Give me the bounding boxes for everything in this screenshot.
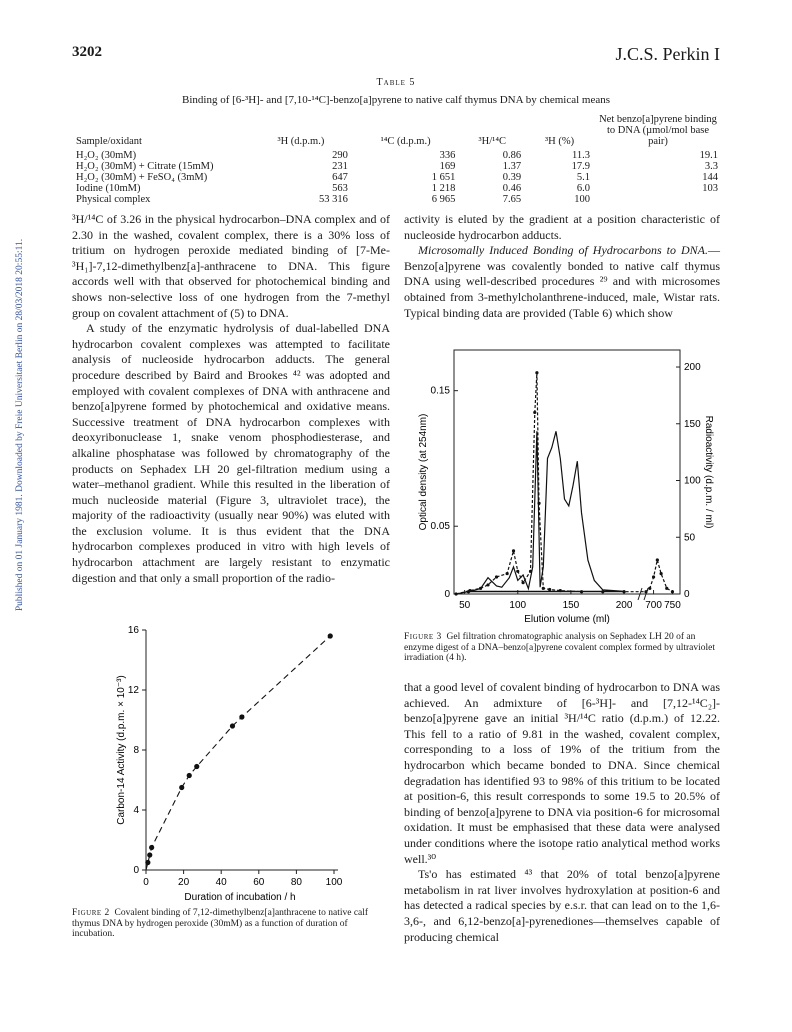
table-cell: 0.86 [502, 150, 522, 161]
table-cell: 5.1 [576, 172, 590, 183]
radioactivity-point [548, 588, 551, 591]
radioactivity-point [601, 590, 604, 593]
radioactivity-point [665, 587, 668, 590]
radioactivity-point [580, 590, 583, 593]
table-cell: 144 [702, 172, 718, 183]
radioactivity-point [542, 587, 545, 590]
table-cell: 1.37 [502, 161, 522, 172]
table-cell: 100 [574, 194, 590, 205]
radioactivity-point [533, 411, 536, 414]
table-cell: 11.3 [572, 150, 590, 161]
table-row [72, 150, 722, 161]
table-header: ¹⁴C (d.p.m.) [380, 136, 431, 147]
paragraph: A study of the enzymatic hydrolysis of dual-labelled DNA hydrocarbon covalent complexes was attempted to facilitate analysis of nucleoside hydrocarbon adducts. The general procedure described by Baird and Brookes ⁴² was adopted and employed with covalent complexes of DNA with anthracene and benzo[a]pyrene formed by photochemical and oxidative means. Successive treatment of DNA hydrocarbon complexes with deoxyribonuclease 1, snake venom phosphodiesterase, and alkaline phosphatase was followed by chromatography of the products on Sephadex LH 20 gel-filtration medium using a water–methanol gradient. While this resulted in the liberation of much nucleoside material (Figure 3, ultraviolet trace), the majority of the radioactivity (usually near 90%) was eluted with the exclusion volume. It is thus evident that the DNA hydrocarbon complexes produced in vitro with high levels of hydrocarbon attachment are largely resistant to enzymatic digestion and that only a small proportion of the radio- [72, 321, 390, 585]
table-cell: 17.9 [571, 161, 590, 172]
figure2-caption: Figure 2 Covalent binding of 7,12-dimethylbenz[a]anthracene to native calf thymus DNA by hydrogen peroxide (30mM) as a function of duration of incubation. [72, 908, 369, 939]
table-row [72, 172, 722, 183]
table-row [72, 161, 722, 172]
radioactivity-point [486, 583, 489, 586]
table-cell: 290 [332, 150, 348, 161]
table-cell: 7.65 [502, 194, 522, 205]
table-cell: 1 651 [431, 172, 456, 183]
x-tick-label: 60 [253, 877, 265, 888]
y2-tick-label: 100 [684, 475, 701, 487]
table-cell: 19.1 [699, 150, 718, 161]
page-number: 3202 [72, 44, 102, 60]
radioactivity-point [537, 502, 540, 505]
paragraph: Microsomally Induced Bonding of Hydrocarbons to DNA.—Benzo[a]pyrene was covalently bonded to native calf thymus DNA using well-described procedures ²⁹ and with microsomes obtained from 3-methylcholanthrene-induced, male, Wistar rats. Typical binding data are provided (Table 6) which show [404, 243, 720, 320]
data-point [149, 845, 154, 850]
right-column-bottom [404, 680, 720, 945]
data-point [147, 852, 152, 857]
table-header: ³H/¹⁴C [478, 136, 506, 147]
right-column-top [404, 212, 720, 321]
x-tick-label: 0 [143, 877, 149, 888]
radioactivity-point [521, 581, 524, 584]
table-cell: 0.46 [502, 183, 522, 194]
x-tick-label: 150 [562, 600, 580, 611]
paragraph: ³H/¹⁴C of 3.26 in the physical hydrocarbon–DNA complex and of 2.30 in the washed, covalent complex, there is a 30% loss of tritium on hydrogen peroxide mediated binding of [7-Me-³H₁]-7,12-dimethylbenz[a]-anthracene to DNA. This figure accords well with that observed for photochemical binding and shows non-selective loss of one hydrogen from the 7-methyl group on covalent attachment of (5) to DNA. [72, 212, 390, 320]
table-cell: 6.0 [576, 183, 590, 194]
table-cell: 6 965 [431, 194, 456, 205]
table-caption: Binding of [6-³H]- and [7,10-¹⁴C]-benzo[a]pyrene to native calf thymus DNA by chemical means [182, 94, 610, 106]
series-radioactivity-line [456, 373, 672, 594]
radioactivity-point [512, 549, 515, 552]
table-header: ³H (d.p.m.) [277, 136, 325, 147]
x-tick-label: 100 [325, 877, 343, 888]
plot-frame [454, 350, 680, 594]
radioactivity-point [644, 590, 647, 593]
figure2-label: Figure 2 [72, 908, 110, 918]
radioactivity-point [529, 570, 532, 573]
x-tick-label: 80 [290, 877, 302, 888]
x-tick-label: 200 [615, 600, 633, 611]
radioactivity-point [559, 589, 562, 592]
radioactivity-point [506, 572, 509, 575]
paragraph: that a good level of covalent binding of hydrocarbon to DNA was achieved. An admixture of [6-³H]- and [7,12-¹⁴C₂]-benzo[a]pyrene gave an initial ³H/¹⁴C ratio (d.p.m.) of 12.22. This fell to a ratio of 9.81 in the washed, covalent complex, corresponding to a loss of 19% of the tritium from the hydrocarbon which became bonded to DNA. Since chemical degradation has identified 93 to 98% of this tritium to be located at position-6, this result corresponds to some 19.5 to 20.5% of binding of benzo[a]pyrene to DNA via position-6 for microsomal oxidation. It must be emphasised that these data were analysed under conditions where the isotope ratio analytical method works well.³⁰ [404, 680, 720, 866]
data-point [187, 773, 192, 778]
figure3-label: Figure 3 [404, 632, 442, 642]
table-cell: 1 218 [431, 183, 456, 194]
radioactivity-point [455, 592, 458, 595]
y-tick-label: 0 [444, 589, 450, 600]
table-header: Net benzo[a]pyrene binding to DNA (µmol/mol base pair) [599, 114, 717, 147]
figure3-chart [404, 340, 720, 630]
radioactivity-point [479, 587, 482, 590]
table-row [72, 183, 722, 194]
table-cell: Iodine (10mM) [76, 183, 141, 194]
table-cell: H₂O₂ (30mM) [76, 150, 137, 161]
y-tick-label: 0.05 [430, 521, 450, 533]
y-tick-label: 12 [127, 685, 139, 696]
table-cell: 336 [439, 150, 456, 161]
journal-title: J.C.S. Perkin I [615, 44, 720, 64]
download-margin-note: Published on 01 January 1981. Downloaded by Freie Universitaet Berlin on 28/03/2018 20:55:11. [15, 238, 25, 612]
table-cell: 103 [702, 183, 718, 194]
table-label: Table 5 [376, 77, 416, 88]
y2-tick-label: 0 [684, 589, 690, 600]
x-axis-label: Elution volume (ml) [524, 614, 610, 625]
radioactivity-point [516, 570, 519, 573]
radioactivity-point [495, 575, 498, 578]
y2-tick-label: 150 [684, 418, 701, 430]
x-tick-label: 20 [178, 877, 190, 888]
data-point [230, 723, 235, 728]
y-tick-label: 8 [133, 745, 139, 756]
radioactivity-point [660, 572, 663, 575]
data-point [194, 764, 199, 769]
series-optical-density-line [456, 431, 624, 594]
x-axis-label: Duration of incubation / h [184, 892, 296, 903]
data-point [239, 714, 244, 719]
y2-tick-label: 50 [684, 532, 696, 544]
radioactivity-point [648, 587, 651, 590]
table-cell [594, 194, 722, 205]
y-axis-label: Carbon-14 Activity (d.p.m. × 10⁻³) [116, 675, 127, 825]
table-header: ³H (%) [545, 136, 575, 147]
y-axis-label: Optical density (at 254nm) [418, 413, 429, 531]
table-cell: 563 [332, 183, 348, 194]
data-point [328, 633, 333, 638]
table-row [72, 194, 722, 205]
x-tick-label: 50 [459, 600, 471, 611]
table-cell: 3.3 [704, 161, 718, 172]
section-heading: Microsomally Induced Bonding of Hydrocarbons to DNA. [418, 243, 708, 258]
table-cell: 647 [332, 172, 348, 183]
table-cell: Physical complex [76, 194, 151, 205]
figure3-caption: Figure 3 Gel filtration chromatographic analysis on Sephadex LH 20 of an enzyme digest of a DNA–benzo[a]pyrene covalent complex formed by ultraviolet irradiation (4 h). [404, 632, 716, 663]
y-tick-label: 16 [127, 625, 139, 636]
y-tick-label: 4 [133, 805, 139, 816]
fit-curve [146, 636, 330, 870]
radioactivity-point [622, 590, 625, 593]
left-column [72, 212, 390, 586]
radioactivity-point [652, 575, 655, 578]
radioactivity-point [535, 371, 538, 374]
table-cell: H₂O₂ (30mM) + FeSO₄ (3mM) [76, 172, 208, 183]
table-cell: 231 [332, 161, 348, 172]
figure2-chart [72, 618, 390, 906]
y2-tick-label: 200 [684, 362, 701, 374]
table-cell: 0.39 [502, 172, 522, 183]
paragraph: activity is eluted by the gradient at a position characteristic of nucleoside hydrocarbon adducts. [404, 212, 720, 242]
table-header: Sample/oxidant [76, 136, 142, 147]
data-point [179, 785, 184, 790]
table-cell: 53 316 [318, 194, 348, 205]
radioactivity-point [467, 590, 470, 593]
x-tick-label: 100 [509, 600, 527, 611]
y-tick-label: 0.15 [430, 385, 450, 397]
y2-axis-label: Radioactivity (d.p.m. / ml) [703, 415, 714, 529]
x-tick-label: 40 [215, 877, 227, 888]
x-tick-label: 750 [664, 600, 681, 611]
paragraph: Ts'o has estimated ⁴³ that 20% of total benzo[a]pyrene metabolism in rat liver involves hydroxylation at position-6 and has detected a radical species by e.s.r. that can lead on to the 1,6- 3,6-, and 6,12-benzo[a]-pyrenediones—themselves capable of producing chemical [404, 867, 720, 944]
y-tick-label: 0 [133, 865, 139, 876]
x-tick-label: 700 [645, 600, 662, 611]
data-point [145, 860, 150, 865]
table-cell: 169 [439, 161, 456, 172]
table-cell: H₂O₂ (30mM) + Citrate (15mM) [76, 161, 214, 172]
radioactivity-point [671, 590, 674, 593]
radioactivity-point [656, 558, 659, 561]
binding-table [72, 114, 722, 205]
